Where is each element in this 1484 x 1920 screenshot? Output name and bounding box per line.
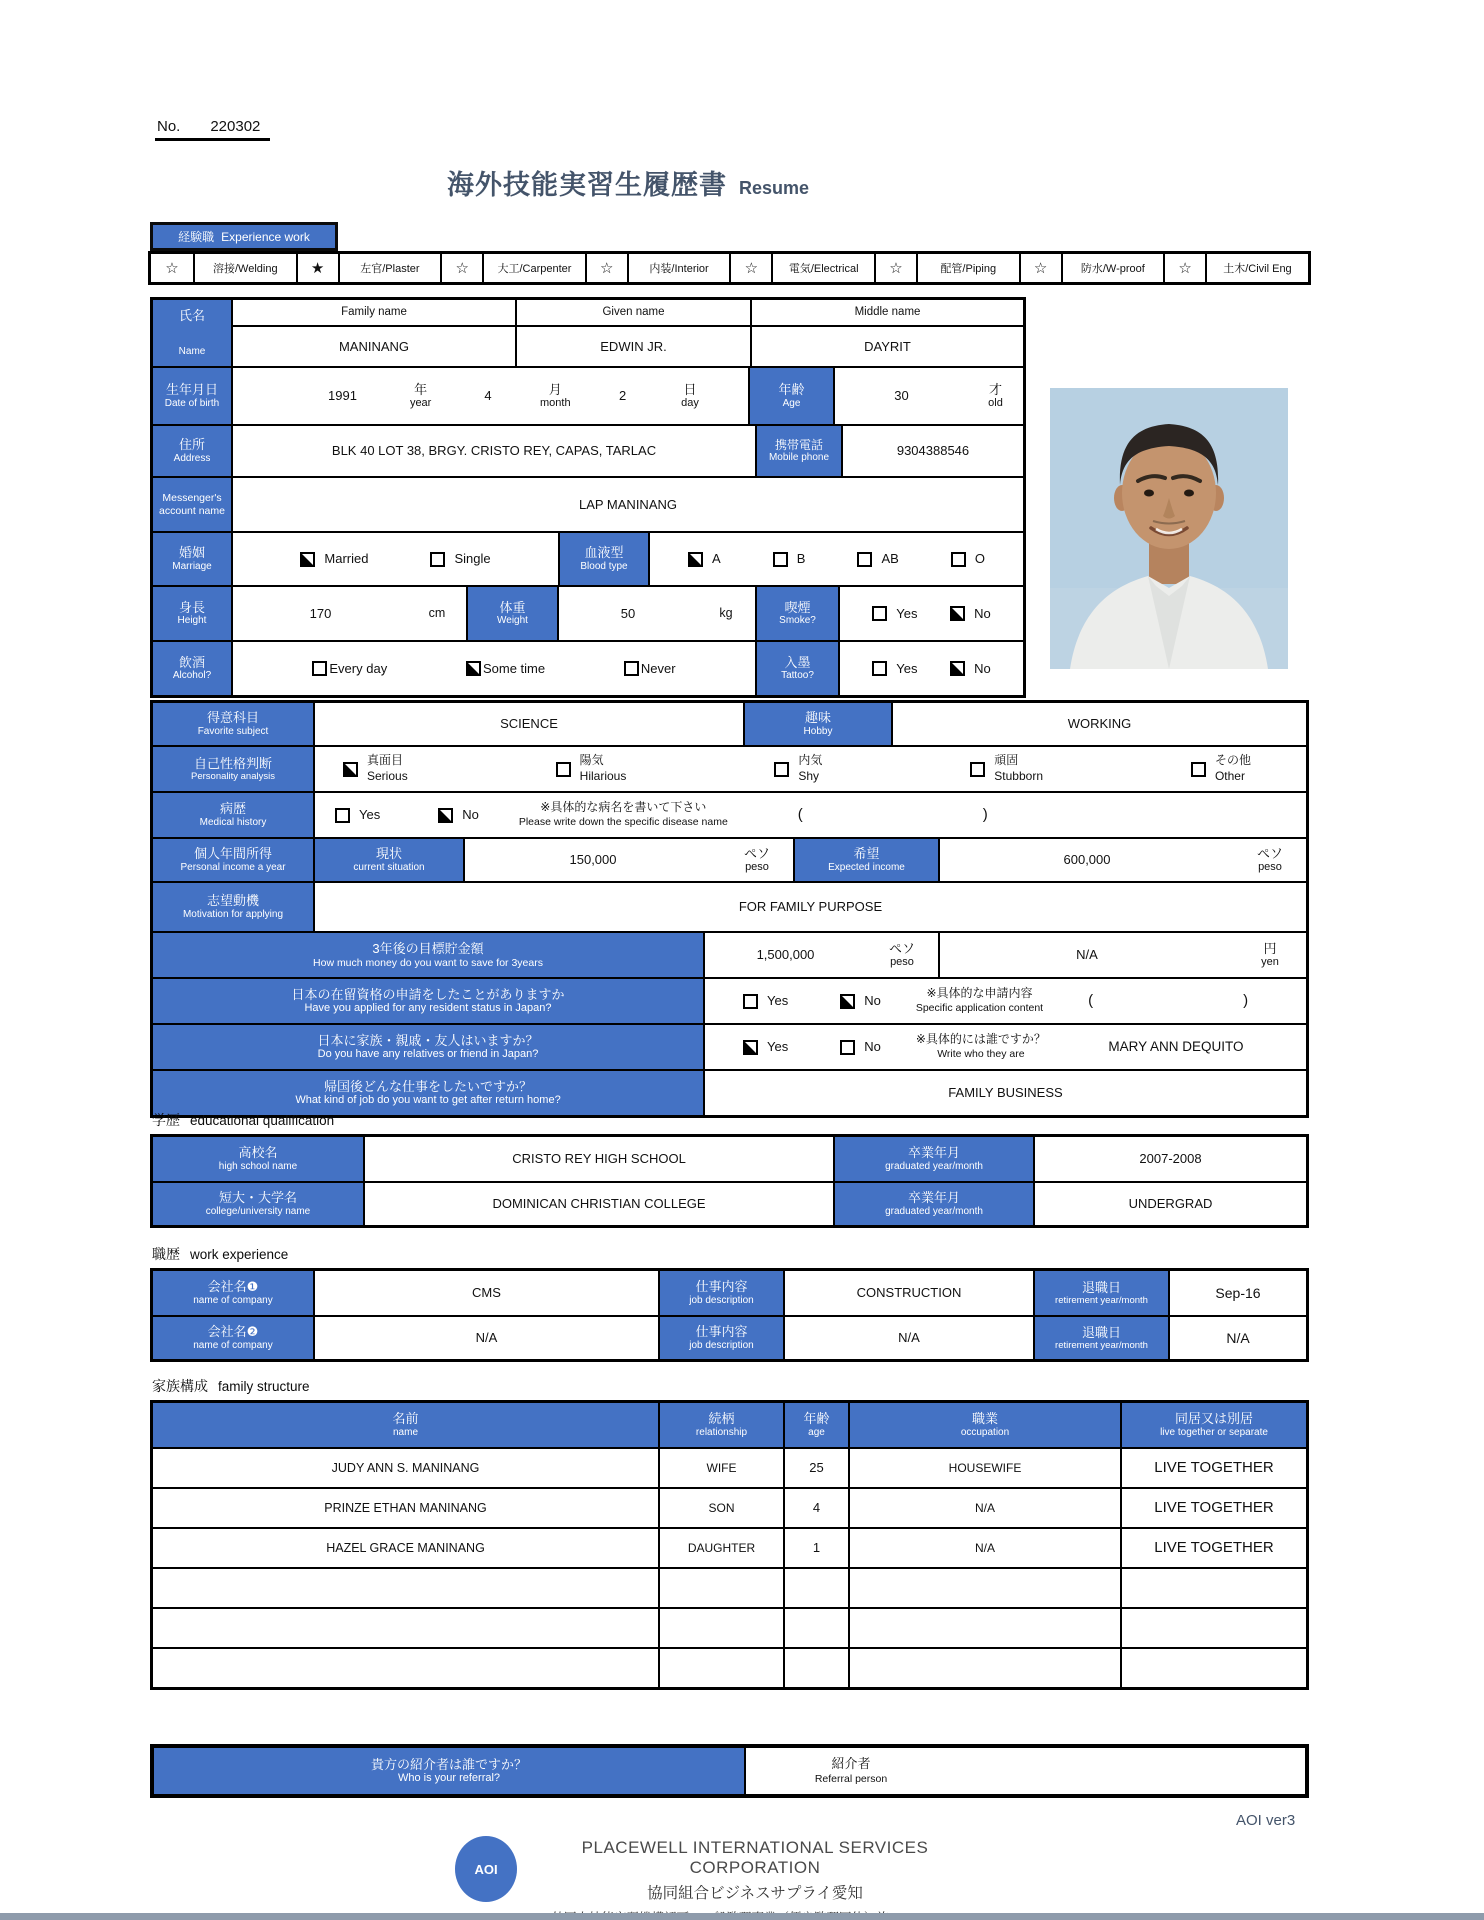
personality-other-checkbox	[1191, 762, 1206, 777]
address-label: 住所 Address	[153, 426, 231, 476]
name-label-jp: 氏名	[178, 308, 205, 323]
savings-row	[153, 931, 1306, 977]
family-member-name: HAZEL GRACE MANINANG	[326, 1540, 485, 1555]
family-structure-table	[150, 1400, 1309, 1690]
income-expected-unit: ペソ peso	[1256, 845, 1283, 874]
family-member-live: LIVE TOGETHER	[1120, 1489, 1306, 1527]
family-header-live: 同居又は別居 live together or separate	[1120, 1403, 1306, 1447]
alcohol-options	[231, 642, 755, 695]
job2-value: N/A	[783, 1317, 1033, 1359]
family-member-relationship: SON	[658, 1489, 783, 1527]
family-row-5	[153, 1607, 1306, 1647]
personal-info-table	[150, 297, 1026, 698]
trade-label-piping: 配管/Piping	[916, 254, 1019, 282]
name-headers	[233, 300, 1023, 325]
trade-label-carpenter: 大工/Carpenter	[482, 254, 585, 282]
document-number-label: No.	[157, 118, 181, 135]
blood-ab-checkbox	[857, 552, 872, 567]
page-title-japanese: 海外技能実習生履歴書	[447, 170, 727, 200]
birth-row	[153, 366, 1023, 424]
resident-status-content	[703, 979, 1306, 1023]
relatives-yes-option: Yes	[743, 1039, 788, 1055]
relatives-note: ※具体的には誰ですか？ Write who they are	[915, 1032, 1046, 1060]
birth-month-value: 4	[484, 388, 492, 404]
trade-label-civil: 土木/Civil Eng	[1205, 254, 1308, 282]
family-row-4	[153, 1567, 1306, 1607]
income-label: 個人年間所得 Personal income a year	[153, 839, 313, 881]
favorite-subject-row	[153, 703, 1306, 745]
resident-no-checkbox	[840, 994, 855, 1009]
blood-type-options	[648, 533, 1023, 585]
messenger-value: LAP MANINANG	[231, 478, 1023, 531]
family-member-relationship	[658, 1569, 783, 1607]
company1-value: CMS	[313, 1271, 658, 1315]
tattoo-label: 入墨 Tattoo?	[755, 642, 838, 695]
personality-options	[313, 747, 1306, 791]
family-member-name	[153, 1609, 658, 1647]
income-current-value-cell	[463, 839, 793, 881]
family-member-age	[783, 1649, 848, 1687]
family-member-name	[153, 1649, 658, 1687]
family-member-occupation: N/A	[848, 1529, 1120, 1567]
savings-peso-cell	[703, 933, 938, 977]
smoke-no-option: No	[950, 606, 991, 622]
trade-label-welding: 溶接/Welding	[193, 254, 296, 282]
resident-no-option: No	[840, 993, 881, 1009]
family-member-age: 25	[783, 1449, 848, 1487]
relatives-answer: MARY ANN DEQUITO	[1108, 1038, 1244, 1054]
family-member-age: 4	[783, 1489, 848, 1527]
savings-yen-cell	[938, 933, 1306, 977]
motivation-value: FOR FAMILY PURPOSE	[313, 883, 1306, 931]
family-member-relationship	[658, 1649, 783, 1687]
work-row-1	[153, 1271, 1306, 1315]
income-expected-value: 600,000	[1063, 852, 1111, 868]
medical-no-option: No	[438, 807, 479, 823]
birth-date-value	[231, 368, 748, 424]
single-checkbox	[430, 552, 445, 567]
mobile-label: 携帯電話 Mobile phone	[755, 426, 841, 476]
address-value: BLK 40 LOT 38, BRGY. CRISTO REY, CAPAS, TARLAC	[231, 426, 755, 476]
trade-star-icon: ☆	[874, 254, 916, 282]
tattoo-no-checkbox	[950, 661, 965, 676]
birth-day-value: 2	[619, 388, 627, 404]
birth-year-value: 1991	[328, 388, 357, 404]
trade-label-electrical: 電気/Electrical	[771, 254, 874, 282]
alcohol-sometime-option: Some time	[466, 661, 545, 677]
favorite-subject-value: SCIENCE	[313, 703, 743, 745]
medical-note: ※具体的な病名を書いて下さい Please write down the specific disease name	[518, 800, 728, 828]
family-name-header: Family name	[341, 305, 407, 318]
given-name-value: EDWIN JR.	[515, 327, 750, 366]
medical-yes-option: Yes	[335, 807, 380, 823]
company2-value: N/A	[313, 1317, 658, 1359]
education-table	[150, 1134, 1309, 1228]
experience-work-trades	[148, 251, 1311, 285]
personality-label: 自己性格判断 Personality analysis	[153, 747, 313, 791]
smoke-yes-option: Yes	[872, 606, 917, 622]
family-header-row	[153, 1403, 1306, 1447]
alcohol-everyday-option: Every day	[312, 661, 387, 677]
trade-label-interior: 内装/Interior	[627, 254, 730, 282]
family-member-name: PRINZE ETHAN MANINANG	[324, 1500, 487, 1515]
education-highschool-row	[153, 1137, 1306, 1181]
messenger-row	[153, 476, 1023, 531]
resident-paren-close: )	[1243, 992, 1249, 1009]
height-label: 身長 Height	[153, 587, 231, 640]
blood-a-checkbox	[688, 552, 703, 567]
trade-label-wproof: 防水/W-proof	[1061, 254, 1164, 282]
resident-status-row	[153, 977, 1306, 1023]
job-after-return-row	[153, 1069, 1306, 1115]
company2-label: 会社名❷ name of company	[153, 1317, 313, 1359]
family-member-live	[1120, 1649, 1306, 1687]
weight-unit: kg	[719, 606, 733, 620]
medical-no-checkbox	[438, 808, 453, 823]
birth-label-jp: 生年月日	[165, 382, 218, 398]
single-label: Single	[454, 551, 491, 567]
family-member-occupation	[848, 1649, 1120, 1687]
age-unit: 才 old	[988, 381, 1003, 410]
weight-label: 体重 Weight	[466, 587, 557, 640]
relatives-no-checkbox	[840, 1040, 855, 1055]
blood-type-label: 血液型 Blood type	[558, 533, 648, 585]
birth-label-en: Date of birth	[164, 397, 220, 409]
middle-name-header: Middle name	[750, 300, 1023, 325]
smoke-label: 喫煙 Smoke?	[755, 587, 838, 640]
height-value-cell	[231, 587, 466, 640]
marriage-options	[231, 533, 558, 585]
medical-paren-close: )	[982, 806, 988, 823]
referral-table	[150, 1744, 1309, 1798]
married-checkbox	[300, 552, 315, 567]
page-title-english: Resume	[739, 178, 810, 198]
savings-yen-unit: 円 yen	[1261, 940, 1279, 969]
hobby-value: WORKING	[891, 703, 1306, 745]
trade-star-icon: ☆	[1163, 254, 1205, 282]
personality-serious-checkbox	[343, 762, 358, 777]
smoke-yes-checkbox	[872, 606, 887, 621]
footer-cooperative: 協同組合ビジネスサプライ愛知	[647, 1885, 863, 1902]
personality-stubborn-checkbox	[970, 762, 985, 777]
name-columns	[231, 300, 1023, 366]
family-header-name: 名前 name	[153, 1403, 658, 1447]
name-row	[153, 300, 1023, 366]
resident-paren-open: (	[1088, 992, 1094, 1009]
resident-yes-checkbox	[743, 994, 758, 1009]
savings-peso-value: 1,500,000	[756, 947, 815, 963]
trade-star-icon: ☆	[729, 254, 771, 282]
family-member-occupation: HOUSEWIFE	[848, 1449, 1120, 1487]
highschool-grad-label: 卒業年月 graduated year/month	[833, 1137, 1033, 1181]
smoke-options	[838, 587, 1023, 640]
height-value: 170	[309, 605, 332, 621]
family-row-1	[153, 1447, 1306, 1487]
alcohol-never-checkbox	[624, 661, 639, 676]
aoi-logo	[455, 1836, 517, 1902]
job-after-return-value: FAMILY BUSINESS	[703, 1071, 1306, 1115]
motivation-label: 志望動機 Motivation for applying	[153, 883, 313, 931]
family-member-age	[783, 1609, 848, 1647]
tattoo-yes-option: Yes	[872, 661, 917, 677]
age-value: 30	[894, 388, 909, 404]
applicant-photo	[1050, 388, 1288, 669]
personality-serious-option: 真面目 Serious	[343, 753, 408, 784]
medical-history-label: 病歴 Medical history	[153, 793, 313, 837]
family-header-relationship: 続柄 relationship	[658, 1403, 783, 1447]
highschool-value: CRISTO REY HIGH SCHOOL	[363, 1137, 833, 1181]
trade-star-icon: ☆	[585, 254, 627, 282]
retire1-value: Sep-16	[1168, 1271, 1306, 1315]
personality-shy-option: 内気 Shy	[774, 753, 822, 784]
family-header-occupation: 職業 occupation	[848, 1403, 1120, 1447]
page-bottom-edge	[0, 1913, 1484, 1920]
family-member-occupation	[848, 1609, 1120, 1647]
height-unit: cm	[428, 606, 446, 620]
referral-row	[154, 1748, 1305, 1794]
family-member-name: JUDY ANN S. MANINANG	[331, 1460, 480, 1475]
trade-star-icon: ☆	[165, 260, 179, 277]
blood-b-checkbox	[773, 552, 788, 567]
income-expected-value-cell	[938, 839, 1306, 881]
middle-name-value: DAYRIT	[750, 327, 1023, 366]
married-option	[300, 551, 368, 567]
income-current-unit: ペソ peso	[743, 845, 770, 874]
highschool-label: 高校名 high school name	[153, 1137, 363, 1181]
document-number-value: 220302	[210, 118, 261, 135]
aoi-logo-text: AOI	[474, 1861, 498, 1877]
footer-text	[520, 1838, 990, 1920]
medical-history-row	[153, 791, 1306, 837]
family-member-live: LIVE TOGETHER	[1120, 1529, 1306, 1567]
relatives-yes-checkbox	[743, 1040, 758, 1055]
birth-day-unit: 日 day	[681, 381, 699, 410]
family-member-relationship	[658, 1609, 783, 1647]
alcohol-row	[153, 640, 1023, 695]
alcohol-label: 飲酒 Alcohol?	[153, 642, 231, 695]
family-member-occupation: N/A	[848, 1489, 1120, 1527]
relatives-content	[703, 1025, 1306, 1069]
family-member-relationship: WIFE	[658, 1449, 783, 1487]
family-member-live: LIVE TOGETHER	[1120, 1449, 1306, 1487]
trade-star-icon: ★	[296, 254, 338, 282]
blood-b-option: B	[773, 551, 806, 567]
version-label: AOI ver3	[1236, 1812, 1296, 1829]
personality-row	[153, 745, 1306, 791]
referral-question: 貴方の紹介者は誰ですか？ Who is your referral?	[154, 1748, 744, 1794]
birth-year-unit: 年 year	[409, 381, 432, 410]
tattoo-yes-checkbox	[872, 661, 887, 676]
relatives-no-option: No	[840, 1039, 881, 1055]
blood-ab-option: AB	[857, 551, 898, 567]
family-member-live	[1120, 1609, 1306, 1647]
college-value: DOMINICAN CHRISTIAN COLLEGE	[363, 1183, 833, 1225]
blood-o-checkbox	[951, 552, 966, 567]
relatives-row	[153, 1023, 1306, 1069]
personality-hilarious-option: 陽気 Hilarious	[556, 753, 627, 784]
family-header-age: 年齢 age	[783, 1403, 848, 1447]
family-member-occupation	[848, 1569, 1120, 1607]
tattoo-no-option: No	[950, 661, 991, 677]
address-row	[153, 424, 1023, 476]
retire2-value: N/A	[1168, 1317, 1306, 1359]
family-member-name	[153, 1569, 658, 1607]
hobby-label: 趣味 Hobby	[743, 703, 891, 745]
favorite-subject-label: 得意科目 Favorite subject	[153, 703, 313, 745]
income-row	[153, 837, 1306, 881]
alcohol-never-option: Never	[624, 661, 676, 677]
person-portrait	[1050, 388, 1288, 669]
work-row-2	[153, 1315, 1306, 1359]
experience-work-header	[150, 222, 338, 251]
education-section-heading: 学歴 educationai qualification	[152, 1112, 335, 1128]
age-label: 年齢 Age	[748, 368, 833, 424]
medical-yes-checkbox	[335, 808, 350, 823]
marriage-label: 婚姻 Marriage	[153, 533, 231, 585]
retire1-label: 退職日 retirement year/month	[1033, 1271, 1168, 1315]
job1-value: CONSTRUCTION	[783, 1271, 1033, 1315]
weight-value-cell	[557, 587, 755, 640]
marriage-row	[153, 531, 1023, 585]
income-current-label: 現状 current situation	[313, 839, 463, 881]
family-row-3	[153, 1527, 1306, 1567]
married-label: Married	[324, 551, 369, 567]
birth-label	[153, 368, 231, 424]
family-structure-section-heading: 家族構成 family structure	[152, 1378, 310, 1394]
blood-o-option: O	[951, 551, 985, 567]
motivation-row	[153, 881, 1306, 931]
personality-stubborn-option: 頑固 Stubborn	[970, 753, 1043, 784]
family-row-6	[153, 1647, 1306, 1687]
birth-month-unit: 月 month	[540, 381, 571, 410]
tattoo-options	[838, 642, 1023, 695]
page-title	[447, 163, 809, 202]
document-number	[155, 118, 270, 141]
trade-label-plaster: 左官/Plaster	[338, 254, 441, 282]
retire2-label: 退職日 retirement year/month	[1033, 1317, 1168, 1359]
savings-peso-unit: ペソ peso	[888, 940, 915, 969]
savings-yen-value: N/A	[1076, 947, 1098, 963]
savings-label: 3年後の目標貯金額 How much money do you want to save for 3years	[153, 933, 703, 977]
referral-person-label: 紹介者 Referral person	[814, 1755, 888, 1785]
family-name-value: MANINANG	[338, 338, 410, 354]
blood-a-option: A	[688, 551, 721, 567]
trade-star-icon: ☆	[440, 254, 482, 282]
name-label	[153, 300, 231, 366]
alcohol-everyday-checkbox	[312, 661, 327, 676]
education-college-row	[153, 1181, 1306, 1225]
experience-work-header-en: Experience work	[221, 229, 310, 244]
relatives-label: 日本に家族・親戚・友人はいますか？ Do you have any relatives or friend in Japan?	[153, 1025, 703, 1069]
college-grad-label: 卒業年月 graduated year/month	[833, 1183, 1033, 1225]
family-member-live	[1120, 1569, 1306, 1607]
income-expected-label: 希望 Expected income	[793, 839, 938, 881]
weight-value: 50	[620, 605, 636, 621]
job2-label: 仕事内容 job description	[658, 1317, 783, 1359]
age-value-cell	[833, 368, 1023, 424]
family-row-2	[153, 1487, 1306, 1527]
name-label-en: Name	[178, 346, 206, 357]
messenger-label: Messenger's account name	[153, 478, 231, 531]
mobile-value: 9304388546	[841, 426, 1023, 476]
company1-label: 会社名❶ name of company	[153, 1271, 313, 1315]
resident-note: ※具体的な申請内容 Specific application content	[915, 986, 1044, 1014]
name-values	[233, 325, 1023, 366]
personality-other-option: その他 Other	[1191, 753, 1251, 784]
family-member-age	[783, 1569, 848, 1607]
trade-star-icon: ☆	[1019, 254, 1061, 282]
details-table	[150, 700, 1309, 1118]
resident-status-label: 日本の在留資格の申請をしたことがありますか Have you applied for any resident status in Japan?	[153, 979, 703, 1023]
family-member-age: 1	[783, 1529, 848, 1567]
college-grad-value: UNDERGRAD	[1033, 1183, 1306, 1225]
income-current-value: 150,000	[569, 852, 617, 868]
job1-label: 仕事内容 job description	[658, 1271, 783, 1315]
footer-company: PLACEWELL INTERNATIONAL SERVICES CORPORATION	[581, 1838, 929, 1877]
height-row	[153, 585, 1023, 640]
resident-yes-option: Yes	[743, 993, 788, 1009]
given-name-header: Given name	[515, 300, 750, 325]
smoke-no-checkbox	[950, 606, 965, 621]
single-option	[430, 551, 490, 567]
medical-history-content	[313, 793, 1306, 837]
personality-hilarious-checkbox	[556, 762, 571, 777]
highschool-grad-value: 2007-2008	[1033, 1137, 1306, 1181]
medical-paren-open: (	[797, 806, 803, 823]
family-member-relationship: DAUGHTER	[658, 1529, 783, 1567]
job-after-return-label: 帰国後どんな仕事をしたいですか？ What kind of job do you want to get after return home?	[153, 1071, 703, 1115]
college-label: 短大・大学名 college/university name	[153, 1183, 363, 1225]
referral-person-cell	[744, 1748, 1305, 1794]
work-experience-section-heading: 職歴 work experience	[152, 1246, 289, 1262]
personality-shy-checkbox	[774, 762, 789, 777]
alcohol-sometime-checkbox	[466, 661, 481, 676]
experience-work-header-jp: 経験職	[178, 230, 215, 244]
work-experience-table	[150, 1268, 1309, 1362]
